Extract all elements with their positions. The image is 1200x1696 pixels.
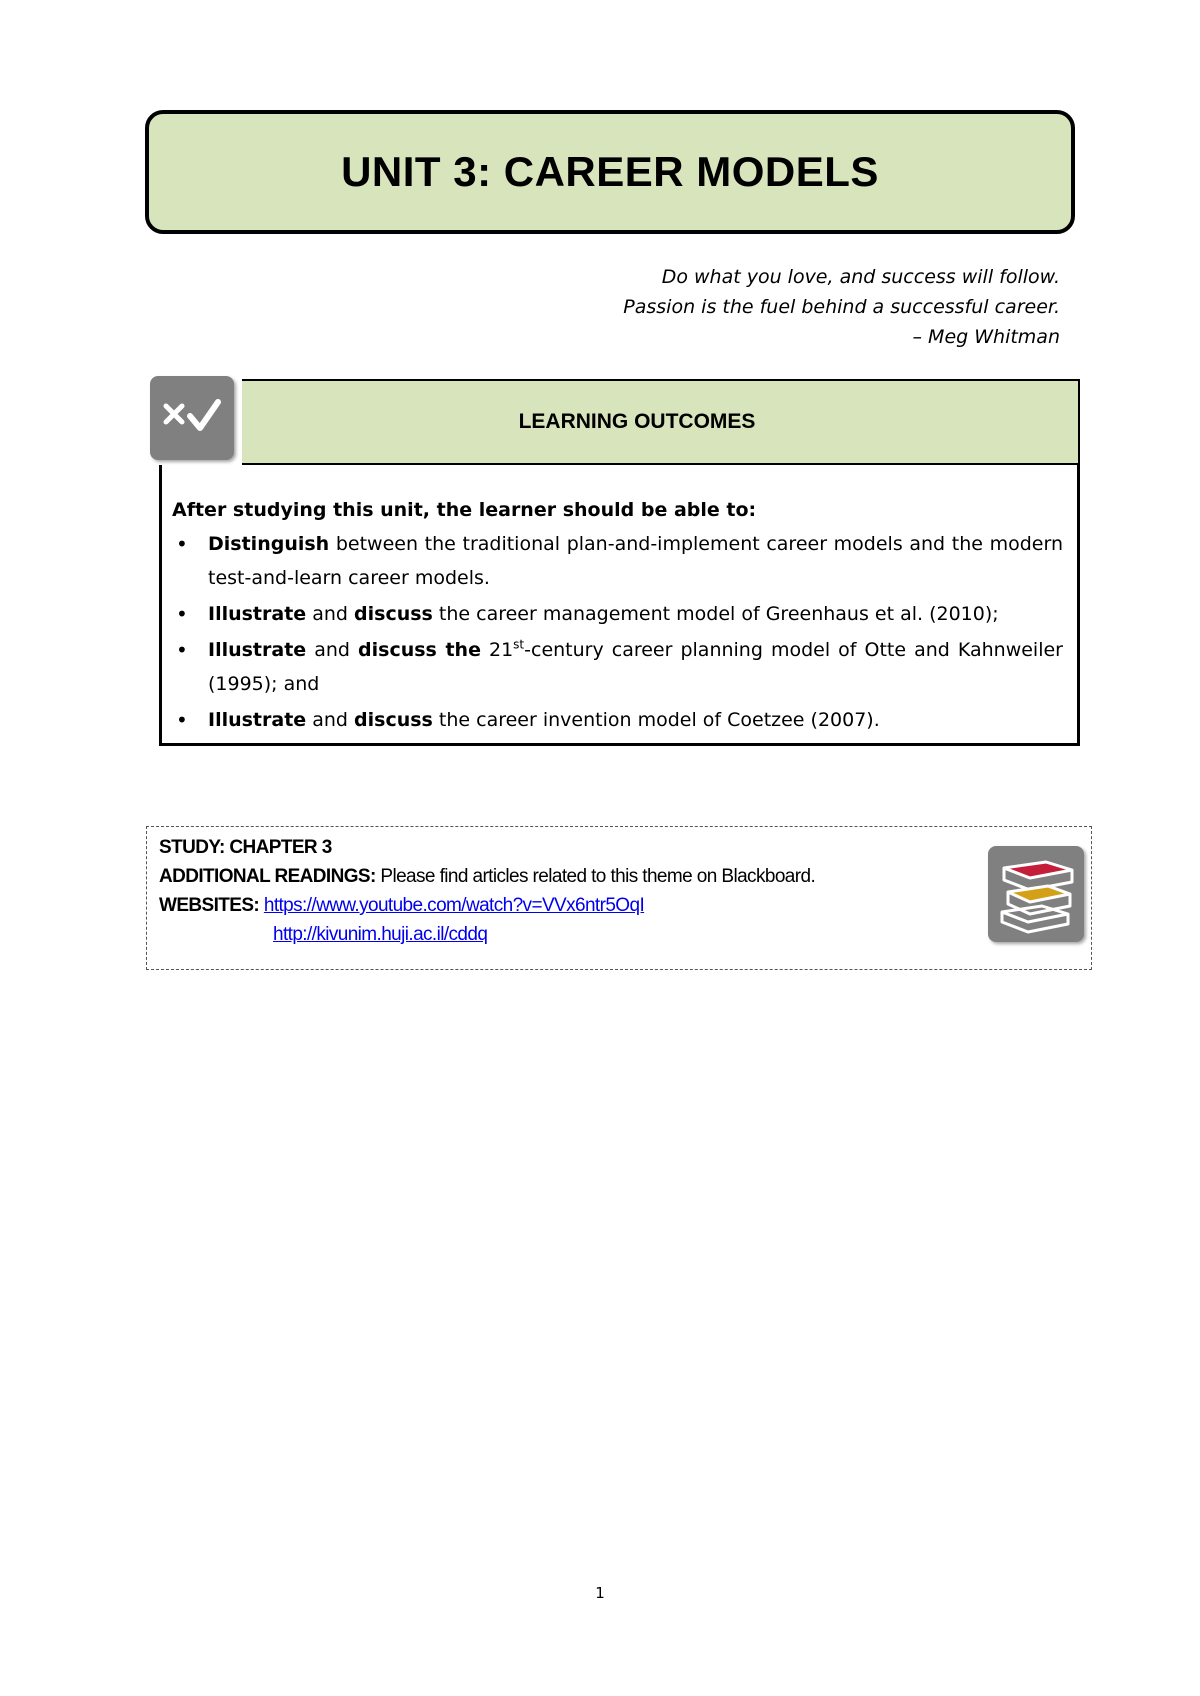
learning-outcomes-heading: LEARNING OUTCOMES (518, 410, 756, 433)
item-text: -century career planning model of Otte and Kahnweiler (1995); and (208, 639, 1063, 695)
item-verb-2: discuss (354, 603, 433, 625)
item-verb: Illustrate (208, 709, 307, 731)
quote-author: – Meg Whitman (912, 326, 1060, 348)
item-text: the career management model of Greenhaus et al. (2010); (432, 603, 999, 625)
list-item (172, 633, 1063, 701)
list-item (172, 527, 1063, 595)
page-number: 1 (595, 1584, 605, 1602)
item-superscript: st (513, 637, 525, 652)
websites (159, 891, 1079, 920)
study-chapter (159, 833, 1079, 862)
learning-outcomes-intro: After studying this unit, the learner should be able to: (172, 499, 757, 521)
websites-label: WEBSITES: (159, 895, 260, 916)
item-conj: and (306, 603, 355, 625)
item-conj: and (306, 709, 355, 731)
books-icon (988, 846, 1084, 942)
websites-second (159, 920, 1079, 949)
unit-title: UNIT 3: CAREER MODELS (341, 148, 879, 195)
item-text: between the traditional plan-and-implement career models and the modern test-and-learn career models. (208, 533, 1063, 589)
unit-title-box (145, 110, 1075, 234)
item-verb-2: discuss (354, 709, 433, 731)
epigraph-quote (623, 262, 1060, 352)
item-text-a: 21 (480, 639, 514, 661)
cross-check-icon (150, 376, 234, 460)
learning-outcomes-body (159, 465, 1080, 746)
quote-line-2: Passion is the fuel behind a successful career. (623, 296, 1060, 318)
list-item (172, 597, 1063, 631)
study-box (146, 826, 1092, 970)
youtube-link[interactable]: https://www.youtube.com/watch?v=VVx6ntr5OqI (263, 895, 645, 916)
item-verb-2: discuss the (358, 639, 481, 661)
learning-outcomes-list (172, 527, 1063, 737)
additional-readings (159, 862, 1079, 891)
item-text: the career invention model of Coetzee (2007). (432, 709, 880, 731)
item-conj: and (306, 639, 359, 661)
learning-outcomes-header (242, 379, 1080, 465)
kivunim-link[interactable]: http://kivunim.huji.ac.il/cddq (273, 924, 488, 945)
readings-label: ADDITIONAL READINGS: (159, 866, 376, 887)
study-label: STUDY: CHAPTER 3 (159, 837, 332, 858)
item-verb: Illustrate (208, 639, 307, 661)
list-item (172, 703, 1063, 737)
readings-text: Please find articles related to this theme on Blackboard. (375, 866, 816, 887)
quote-line-1: Do what you love, and success will follow. (661, 266, 1060, 288)
item-verb: Illustrate (208, 603, 307, 625)
item-verb: Distinguish (208, 533, 330, 555)
